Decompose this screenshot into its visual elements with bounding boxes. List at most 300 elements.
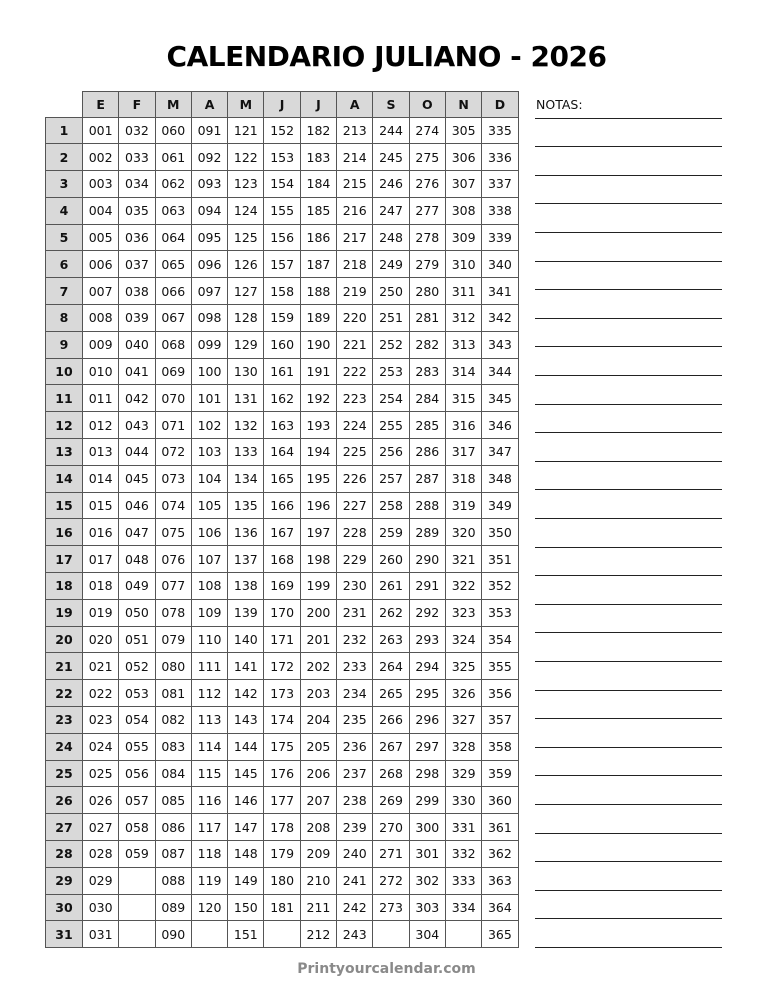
julian-day-cell: 207 xyxy=(300,787,336,814)
note-line[interactable] xyxy=(535,261,722,262)
julian-day-cell: 177 xyxy=(264,787,300,814)
julian-day-cell: 130 xyxy=(228,358,264,385)
julian-day-cell: 363 xyxy=(482,867,518,894)
julian-day-cell: 315 xyxy=(445,385,481,412)
julian-day-cell: 189 xyxy=(300,305,336,332)
month-header: J xyxy=(264,92,300,118)
julian-day-cell: 125 xyxy=(228,224,264,251)
julian-day-cell: 284 xyxy=(409,385,445,412)
julian-day-cell: 240 xyxy=(337,841,373,868)
day-number-cell: 22 xyxy=(46,680,83,707)
julian-day-cell: 339 xyxy=(482,224,518,251)
table-row xyxy=(46,867,519,894)
julian-day-cell: 121 xyxy=(228,117,264,144)
table-row xyxy=(46,680,519,707)
julian-day-cell: 322 xyxy=(445,573,481,600)
julian-day-cell: 225 xyxy=(337,439,373,466)
note-line[interactable] xyxy=(535,747,722,748)
julian-day-cell: 116 xyxy=(191,787,227,814)
note-line[interactable] xyxy=(535,232,722,233)
julian-day-cell: 238 xyxy=(337,787,373,814)
day-number-cell: 6 xyxy=(46,251,83,278)
julian-day-cell: 083 xyxy=(155,733,191,760)
julian-day-cell: 342 xyxy=(482,305,518,332)
table-row xyxy=(46,465,519,492)
julian-day-cell: 009 xyxy=(83,331,119,358)
julian-day-cell: 057 xyxy=(119,787,155,814)
julian-day-cell: 080 xyxy=(155,653,191,680)
julian-day-cell: 344 xyxy=(482,358,518,385)
julian-day-cell: 049 xyxy=(119,573,155,600)
note-line[interactable] xyxy=(535,489,722,490)
julian-day-cell: 052 xyxy=(119,653,155,680)
julian-day-cell: 359 xyxy=(482,760,518,787)
julian-day-cell: 333 xyxy=(445,867,481,894)
julian-day-cell: 283 xyxy=(409,358,445,385)
julian-day-cell: 246 xyxy=(373,171,409,198)
julian-day-cell: 022 xyxy=(83,680,119,707)
julian-day-cell: 187 xyxy=(300,251,336,278)
julian-day-cell: 222 xyxy=(337,358,373,385)
julian-day-cell: 179 xyxy=(264,841,300,868)
julian-day-cell: 243 xyxy=(337,921,373,948)
julian-day-cell: 273 xyxy=(373,894,409,921)
julian-day-cell: 287 xyxy=(409,465,445,492)
month-header-row xyxy=(46,92,519,118)
note-line[interactable] xyxy=(535,518,722,519)
calendar-body xyxy=(46,117,519,948)
corner-cell xyxy=(46,92,83,118)
julian-day-cell: 158 xyxy=(264,278,300,305)
julian-day-cell: 355 xyxy=(482,653,518,680)
julian-day-cell: 193 xyxy=(300,412,336,439)
table-row xyxy=(46,814,519,841)
table-row xyxy=(46,599,519,626)
julian-day-cell: 294 xyxy=(409,653,445,680)
julian-day-cell: 233 xyxy=(337,653,373,680)
julian-day-cell: 153 xyxy=(264,144,300,171)
julian-day-cell: 263 xyxy=(373,626,409,653)
julian-day-cell: 279 xyxy=(409,251,445,278)
julian-day-cell: 165 xyxy=(264,465,300,492)
julian-day-cell: 354 xyxy=(482,626,518,653)
note-line[interactable] xyxy=(535,690,722,691)
julian-day-cell: 093 xyxy=(191,171,227,198)
julian-day-cell: 256 xyxy=(373,439,409,466)
julian-day-cell: 157 xyxy=(264,251,300,278)
table-row xyxy=(46,519,519,546)
day-number-cell: 12 xyxy=(46,412,83,439)
julian-day-cell: 183 xyxy=(300,144,336,171)
julian-day-cell: 027 xyxy=(83,814,119,841)
day-number-cell: 14 xyxy=(46,465,83,492)
julian-day-cell: 163 xyxy=(264,412,300,439)
julian-day-cell: 088 xyxy=(155,867,191,894)
day-number-cell: 10 xyxy=(46,358,83,385)
julian-day-cell: 351 xyxy=(482,546,518,573)
julian-day-cell: 019 xyxy=(83,599,119,626)
julian-day-cell: 270 xyxy=(373,814,409,841)
day-number-cell: 20 xyxy=(46,626,83,653)
julian-day-cell xyxy=(445,921,481,948)
julian-day-cell: 318 xyxy=(445,465,481,492)
julian-day-cell: 048 xyxy=(119,546,155,573)
julian-day-cell: 123 xyxy=(228,171,264,198)
note-line[interactable] xyxy=(535,804,722,805)
julian-day-cell: 199 xyxy=(300,573,336,600)
julian-day-cell: 252 xyxy=(373,331,409,358)
day-number-cell: 17 xyxy=(46,546,83,573)
julian-day-cell: 341 xyxy=(482,278,518,305)
julian-day-cell: 271 xyxy=(373,841,409,868)
julian-day-cell: 071 xyxy=(155,412,191,439)
julian-day-cell: 053 xyxy=(119,680,155,707)
julian-day-cell: 110 xyxy=(191,626,227,653)
month-header: O xyxy=(409,92,445,118)
julian-day-cell: 185 xyxy=(300,197,336,224)
julian-day-cell: 161 xyxy=(264,358,300,385)
table-row xyxy=(46,653,519,680)
julian-day-cell: 314 xyxy=(445,358,481,385)
julian-day-cell: 160 xyxy=(264,331,300,358)
julian-day-cell: 280 xyxy=(409,278,445,305)
table-row xyxy=(46,841,519,868)
note-line[interactable] xyxy=(535,775,722,776)
julian-day-cell: 293 xyxy=(409,626,445,653)
julian-day-cell: 301 xyxy=(409,841,445,868)
julian-day-cell: 269 xyxy=(373,787,409,814)
julian-day-cell: 299 xyxy=(409,787,445,814)
day-number-cell: 5 xyxy=(46,224,83,251)
julian-day-cell: 250 xyxy=(373,278,409,305)
julian-day-cell: 331 xyxy=(445,814,481,841)
julian-day-cell: 003 xyxy=(83,171,119,198)
julian-day-cell: 074 xyxy=(155,492,191,519)
julian-day-cell: 201 xyxy=(300,626,336,653)
month-header: M xyxy=(155,92,191,118)
julian-day-cell: 136 xyxy=(228,519,264,546)
julian-day-cell: 215 xyxy=(337,171,373,198)
julian-day-cell: 026 xyxy=(83,787,119,814)
julian-day-cell: 086 xyxy=(155,814,191,841)
julian-day-cell: 062 xyxy=(155,171,191,198)
julian-day-cell: 081 xyxy=(155,680,191,707)
day-number-cell: 30 xyxy=(46,894,83,921)
julian-day-cell: 348 xyxy=(482,465,518,492)
month-header: J xyxy=(300,92,336,118)
julian-day-cell: 303 xyxy=(409,894,445,921)
note-line[interactable] xyxy=(535,375,722,376)
julian-day-cell: 255 xyxy=(373,412,409,439)
julian-day-cell: 316 xyxy=(445,412,481,439)
julian-day-cell: 103 xyxy=(191,439,227,466)
julian-day-cell: 305 xyxy=(445,117,481,144)
julian-day-cell: 118 xyxy=(191,841,227,868)
julian-day-cell: 035 xyxy=(119,197,155,224)
julian-day-cell: 325 xyxy=(445,653,481,680)
note-line[interactable] xyxy=(535,404,722,405)
note-line[interactable] xyxy=(535,118,722,119)
julian-day-cell: 076 xyxy=(155,546,191,573)
julian-day-cell: 266 xyxy=(373,707,409,734)
julian-day-cell: 101 xyxy=(191,385,227,412)
julian-day-cell: 068 xyxy=(155,331,191,358)
julian-day-cell: 032 xyxy=(119,117,155,144)
julian-day-cell: 175 xyxy=(264,733,300,760)
julian-day-cell: 038 xyxy=(119,278,155,305)
julian-day-cell: 124 xyxy=(228,197,264,224)
julian-day-cell: 034 xyxy=(119,171,155,198)
julian-day-cell: 234 xyxy=(337,680,373,707)
day-number-cell: 11 xyxy=(46,385,83,412)
julian-day-cell: 184 xyxy=(300,171,336,198)
julian-day-cell: 135 xyxy=(228,492,264,519)
day-number-cell: 23 xyxy=(46,707,83,734)
julian-day-cell: 211 xyxy=(300,894,336,921)
julian-day-cell: 029 xyxy=(83,867,119,894)
julian-day-cell: 120 xyxy=(191,894,227,921)
note-line[interactable] xyxy=(535,604,722,605)
julian-day-cell: 362 xyxy=(482,841,518,868)
julian-day-cell: 045 xyxy=(119,465,155,492)
day-number-cell: 8 xyxy=(46,305,83,332)
julian-day-cell: 195 xyxy=(300,465,336,492)
julian-day-cell: 094 xyxy=(191,197,227,224)
note-line[interactable] xyxy=(535,547,722,548)
julian-day-cell: 023 xyxy=(83,707,119,734)
julian-day-cell: 131 xyxy=(228,385,264,412)
julian-day-cell: 064 xyxy=(155,224,191,251)
note-line[interactable] xyxy=(535,203,722,204)
julian-day-cell xyxy=(119,894,155,921)
julian-day-cell: 285 xyxy=(409,412,445,439)
julian-day-cell: 014 xyxy=(83,465,119,492)
julian-day-cell: 077 xyxy=(155,573,191,600)
julian-day-cell: 251 xyxy=(373,305,409,332)
julian-day-cell: 096 xyxy=(191,251,227,278)
julian-day-cell: 178 xyxy=(264,814,300,841)
julian-day-cell: 149 xyxy=(228,867,264,894)
julian-day-cell: 281 xyxy=(409,305,445,332)
julian-day-cell: 037 xyxy=(119,251,155,278)
julian-day-cell: 098 xyxy=(191,305,227,332)
julian-day-cell: 031 xyxy=(83,921,119,948)
julian-day-cell: 132 xyxy=(228,412,264,439)
julian-day-cell: 191 xyxy=(300,358,336,385)
julian-day-cell: 268 xyxy=(373,760,409,787)
julian-day-cell: 208 xyxy=(300,814,336,841)
day-number-cell: 31 xyxy=(46,921,83,948)
note-line[interactable] xyxy=(535,432,722,433)
julian-day-cell: 046 xyxy=(119,492,155,519)
julian-day-cell: 137 xyxy=(228,546,264,573)
month-header: E xyxy=(83,92,119,118)
julian-day-cell: 164 xyxy=(264,439,300,466)
julian-day-cell: 304 xyxy=(409,921,445,948)
julian-day-cell xyxy=(119,921,155,948)
julian-day-cell: 004 xyxy=(83,197,119,224)
julian-day-cell: 005 xyxy=(83,224,119,251)
julian-day-cell: 021 xyxy=(83,653,119,680)
julian-day-cell: 196 xyxy=(300,492,336,519)
note-line[interactable] xyxy=(535,833,722,834)
julian-day-cell: 126 xyxy=(228,251,264,278)
julian-day-cell: 248 xyxy=(373,224,409,251)
table-row xyxy=(46,197,519,224)
table-row xyxy=(46,707,519,734)
julian-day-cell: 162 xyxy=(264,385,300,412)
julian-day-cell: 151 xyxy=(228,921,264,948)
julian-day-cell: 298 xyxy=(409,760,445,787)
julian-day-cell: 061 xyxy=(155,144,191,171)
note-line[interactable] xyxy=(535,947,722,948)
julian-day-cell: 205 xyxy=(300,733,336,760)
table-row xyxy=(46,492,519,519)
julian-day-cell: 254 xyxy=(373,385,409,412)
julian-day-cell: 058 xyxy=(119,814,155,841)
julian-day-cell: 288 xyxy=(409,492,445,519)
julian-day-cell: 182 xyxy=(300,117,336,144)
day-number-cell: 4 xyxy=(46,197,83,224)
julian-day-cell: 324 xyxy=(445,626,481,653)
julian-day-cell: 097 xyxy=(191,278,227,305)
table-row xyxy=(46,760,519,787)
note-line[interactable] xyxy=(535,718,722,719)
julian-day-cell: 296 xyxy=(409,707,445,734)
julian-day-cell: 265 xyxy=(373,680,409,707)
julian-day-cell: 008 xyxy=(83,305,119,332)
note-line[interactable] xyxy=(535,175,722,176)
julian-day-cell: 259 xyxy=(373,519,409,546)
month-header: M xyxy=(228,92,264,118)
note-line[interactable] xyxy=(535,346,722,347)
julian-day-cell: 336 xyxy=(482,144,518,171)
julian-day-cell: 221 xyxy=(337,331,373,358)
julian-day-cell: 260 xyxy=(373,546,409,573)
note-line[interactable] xyxy=(535,661,722,662)
month-header: A xyxy=(337,92,373,118)
julian-day-cell: 109 xyxy=(191,599,227,626)
julian-day-cell: 018 xyxy=(83,573,119,600)
julian-day-cell: 237 xyxy=(337,760,373,787)
julian-day-cell: 147 xyxy=(228,814,264,841)
julian-day-cell: 337 xyxy=(482,171,518,198)
julian-day-cell: 100 xyxy=(191,358,227,385)
julian-day-cell: 323 xyxy=(445,599,481,626)
julian-day-cell xyxy=(264,921,300,948)
julian-day-cell: 253 xyxy=(373,358,409,385)
note-line[interactable] xyxy=(535,461,722,462)
julian-calendar-table xyxy=(45,91,519,948)
julian-day-cell: 213 xyxy=(337,117,373,144)
day-number-cell: 3 xyxy=(46,171,83,198)
julian-day-cell xyxy=(191,921,227,948)
julian-day-cell: 236 xyxy=(337,733,373,760)
julian-day-cell: 228 xyxy=(337,519,373,546)
julian-day-cell: 075 xyxy=(155,519,191,546)
julian-day-cell: 338 xyxy=(482,197,518,224)
julian-day-cell: 226 xyxy=(337,465,373,492)
julian-day-cell: 148 xyxy=(228,841,264,868)
julian-day-cell: 357 xyxy=(482,707,518,734)
note-line[interactable] xyxy=(535,632,722,633)
note-line[interactable] xyxy=(535,318,722,319)
note-line[interactable] xyxy=(535,289,722,290)
note-line[interactable] xyxy=(535,918,722,919)
julian-day-cell: 028 xyxy=(83,841,119,868)
julian-day-cell: 050 xyxy=(119,599,155,626)
julian-day-cell: 272 xyxy=(373,867,409,894)
julian-day-cell: 334 xyxy=(445,894,481,921)
julian-day-cell: 204 xyxy=(300,707,336,734)
julian-day-cell: 142 xyxy=(228,680,264,707)
julian-day-cell: 216 xyxy=(337,197,373,224)
julian-day-cell: 244 xyxy=(373,117,409,144)
julian-day-cell: 152 xyxy=(264,117,300,144)
julian-day-cell: 047 xyxy=(119,519,155,546)
julian-day-cell: 321 xyxy=(445,546,481,573)
julian-day-cell: 007 xyxy=(83,278,119,305)
julian-day-cell xyxy=(119,867,155,894)
julian-day-cell: 173 xyxy=(264,680,300,707)
julian-day-cell: 010 xyxy=(83,358,119,385)
day-number-cell: 26 xyxy=(46,787,83,814)
note-line[interactable] xyxy=(535,575,722,576)
julian-day-cell: 092 xyxy=(191,144,227,171)
julian-day-cell: 159 xyxy=(264,305,300,332)
table-row xyxy=(46,412,519,439)
julian-day-cell: 219 xyxy=(337,278,373,305)
table-row xyxy=(46,144,519,171)
note-line[interactable] xyxy=(535,861,722,862)
julian-day-cell: 227 xyxy=(337,492,373,519)
julian-day-cell: 112 xyxy=(191,680,227,707)
julian-day-cell: 134 xyxy=(228,465,264,492)
julian-day-cell: 067 xyxy=(155,305,191,332)
julian-day-cell: 206 xyxy=(300,760,336,787)
julian-day-cell: 278 xyxy=(409,224,445,251)
julian-day-cell: 210 xyxy=(300,867,336,894)
julian-day-cell: 257 xyxy=(373,465,409,492)
julian-day-cell: 340 xyxy=(482,251,518,278)
julian-day-cell: 291 xyxy=(409,573,445,600)
julian-day-cell: 174 xyxy=(264,707,300,734)
julian-day-cell: 347 xyxy=(482,439,518,466)
julian-day-cell: 343 xyxy=(482,331,518,358)
table-row xyxy=(46,733,519,760)
julian-day-cell: 230 xyxy=(337,573,373,600)
julian-day-cell: 170 xyxy=(264,599,300,626)
julian-day-cell: 258 xyxy=(373,492,409,519)
julian-day-cell: 365 xyxy=(482,921,518,948)
julian-day-cell: 192 xyxy=(300,385,336,412)
day-number-cell: 29 xyxy=(46,867,83,894)
julian-day-cell: 242 xyxy=(337,894,373,921)
note-line[interactable] xyxy=(535,146,722,147)
note-line[interactable] xyxy=(535,890,722,891)
table-row xyxy=(46,385,519,412)
day-number-cell: 24 xyxy=(46,733,83,760)
table-row xyxy=(46,171,519,198)
julian-day-cell: 013 xyxy=(83,439,119,466)
julian-day-cell: 129 xyxy=(228,331,264,358)
julian-day-cell: 212 xyxy=(300,921,336,948)
julian-day-cell: 356 xyxy=(482,680,518,707)
julian-day-cell: 012 xyxy=(83,412,119,439)
julian-day-cell: 122 xyxy=(228,144,264,171)
julian-day-cell: 039 xyxy=(119,305,155,332)
julian-day-cell: 262 xyxy=(373,599,409,626)
